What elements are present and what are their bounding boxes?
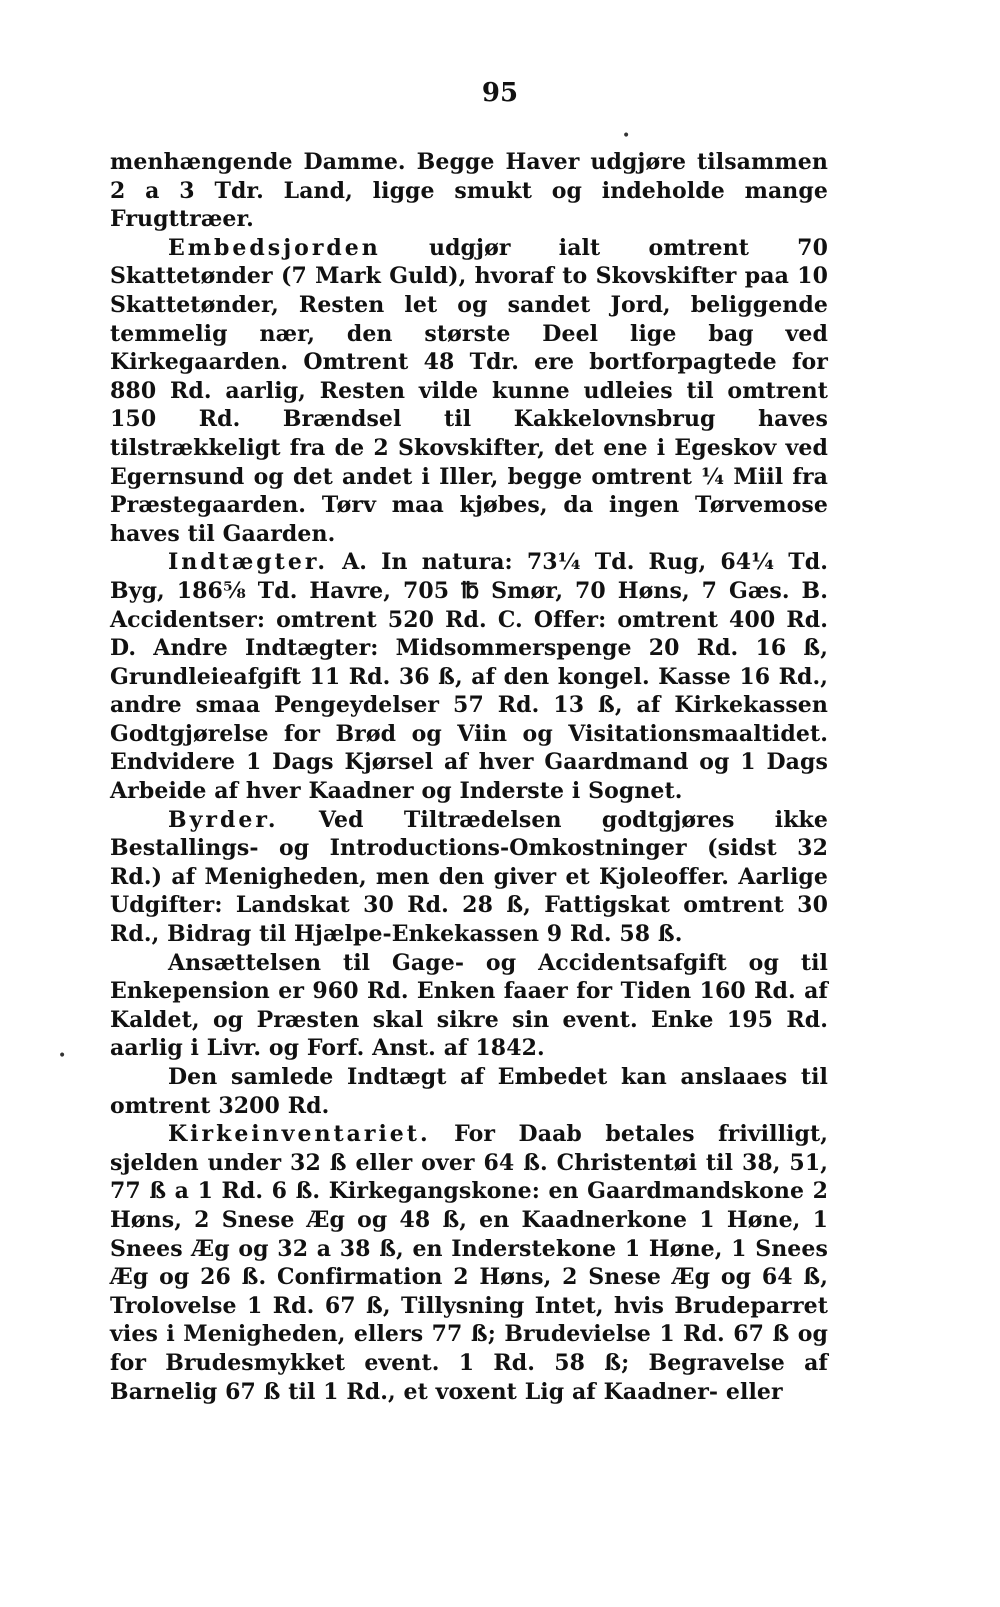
body-text xyxy=(110,148,828,1406)
paragraph-samlede-indtaegt xyxy=(110,1063,828,1120)
paragraph-lead: Kirkeinventariet. xyxy=(168,1121,431,1148)
paragraph-text: Den samlede Indtægt af Embedet kan anslaaes til omtrent 3200 Rd. xyxy=(110,1064,828,1119)
paragraph-text: udgjør ialt omtrent 70 Skattetønder (7 Mark Guld), hvoraf to Skovskifter paa 10 Skattetønder, Resten let og sandet Jord, beliggende temmelig nær, den største Deel lige bag ved Kirkegaarden. Omtrent 48 Tdr. ere bortforpagtede for 880 Rd. aarlig, Resten vilde kunne udleies til omtrent 150 Rd. Brændsel til Kakkelovnsbrug haves tilstrækkeligt fra de 2 Skovskifter, det ene i Egeskov ved Egernsund og det andet i Iller, begge omtrent ¼ Miil fra Præstegaarden. Tørv maa kjøbes, da ingen Tørvemose haves til Gaarden. xyxy=(110,234,828,547)
paragraph-text: Ved Tiltrædelsen godtgjøres ikke Bestallings- og Introductions-Omkostninger (sidst 32 Rd.) af Menigheden, men den giver et Kjoleoffer. Aarlige Udgifter: Landskat 30 Rd. 28 ß, Fattigskat omtrent 30 Rd., Bidrag til Hjælpe-Enkekassen 9 Rd. 58 ß. xyxy=(110,806,828,948)
paragraph-lead: Embedsjorden xyxy=(168,234,381,261)
paragraph-byrder xyxy=(110,806,828,949)
paragraph-lead: Byrder. xyxy=(168,806,279,833)
paragraph-text: A. In natura: 73¼ Td. Rug, 64¼ Td. Byg, 186⅝ Td. Havre, 705 ℔ Smør, 70 Høns, 7 Gæs. B. Accidentser: omtrent 520 Rd. C. Offer: omtrent 400 Rd. D. Andre Indtægter: Midsommerspenge 20 Rd. 16 ß, Grundleieafgift 11 Rd. 36 ß, af den kongel. Kasse 16 Rd., andre smaa Pengeydelser 57 Rd. 13 ß, af Kirkekassen Godtgjørelse for Brød og Viin og Visitationsmaaltidet. Endvidere 1 Dags Kjørsel af hver Gaardmand og 1 Dags Arbeide af hver Kaadner og Inderste i Sognet. xyxy=(110,549,828,805)
paragraph-kirkeinventariet xyxy=(110,1120,828,1406)
paragraph-indtaegter xyxy=(110,548,828,805)
paragraph-text: Ansættelsen til Gage- og Accidentsafgift og til Enkepension er 960 Rd. Enken faaer for Tiden 160 Rd. af Kaldet, og Præsten skal sikre sin event. Enke 195 Rd. aarlig i Livr. og Forf. Anst. af 1842. xyxy=(110,949,828,1062)
paragraph-ponds xyxy=(110,148,828,234)
ink-speck: • xyxy=(622,128,631,144)
paragraph-ansaettelsen xyxy=(110,949,828,1063)
ink-speck: • xyxy=(58,1048,67,1064)
page-number: 95 xyxy=(481,78,519,108)
paragraph-embedsjorden xyxy=(110,234,828,549)
paragraph-text: For Daab betales frivilligt, sjelden under 32 ß eller over 64 ß. Christentøi til 38, 51, 77 ß a 1 Rd. 6 ß. Kirkegangskone: en Gaardmandskone 2 Høns, 2 Snese Æg og 48 ß, en Kaadnerkone 1 Høne, 1 Snees Æg og 32 a 38 ß, en Inderstekone 1 Høne, 1 Snees Æg og 26 ß. Confirmation 2 Høns, 2 Snese Æg og 64 ß, Trolovelse 1 Rd. 67 ß, Tillysning Intet, hvis Brudeparret vies i Menigheden, ellers 77 ß; Brudevielse 1 Rd. 67 ß og for Brudesmykket event. 1 Rd. 58 ß; Begravelse af Barnelig 67 ß til 1 Rd., et voxent Lig af Kaadner- eller xyxy=(110,1121,828,1405)
paragraph-text: menhængende Damme. Begge Haver udgjøre tilsammen 2 a 3 Tdr. Land, ligge smukt og indeholde mange Frugttræer. xyxy=(110,149,828,233)
paragraph-lead: Indtægter. xyxy=(168,549,329,576)
